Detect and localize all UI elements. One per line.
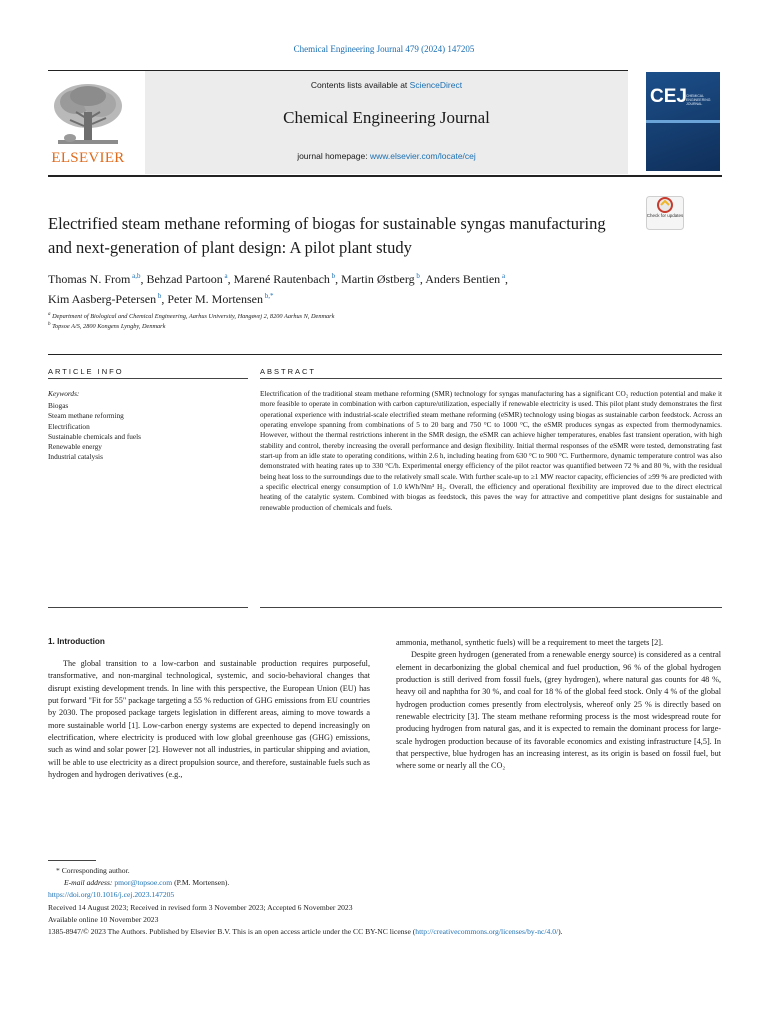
abstract-body: Electrification of the traditional steam methane reforming (SMR) technology for syngas manufacturing has a significant CO₂ reduction potential and make it more feasible to operate in combination with carbon capture/utilization, especially if renewable electricity is used. This pilot plant study demonstrates the first operational experience with industrial-scale electrified steam methane reforming (eSMR) technology using biogas as sustainable carbon feedstock. Across an operating envelope spanning from combinations of 5 to 20 barg and 750 °C to 1000 °C, the eSMR produces syngas as expected from thermodynamics. However, without the thermal restrictions inherent in the SMR design, the eSMR can achieve higher temperatures, enables fast transient operation, with high stability and control, thereby increasing the overall performance and design flexibility. Initial thermal responses of the eSMR were tested, demonstrating fast start-up from an idle state to operating conditions, within 2.6 h, including heating from 630 °C to 900 °C. Furthermore, dynamic temperature control was also demonstrated with heating rates up to 330 °C/h. Experimental energy efficiency of the pilot reactor was quantified between 72 % and 80 %, with the residual being heat loss to the surroundings due to the relatively small scale. With further scale-up to ≥1 MW reactor capacity, efficiencies of ≥99 % are predicted with a specific electrical energy consumption of 1.0 kWh/Nm³ H₂. Overall, the efficiency and operational flexibility are improved due to the direct electrical heating of the catalytic system. Combined with biogas as feedstock, this paves the way for attractive and competitive plant designs for sustainable and renewable production of chemicals and fuels. <box>260 389 722 512</box>
author-affiliation-marker[interactable]: b <box>414 272 420 280</box>
affiliation-a <box>48 312 334 320</box>
affiliation-a-text: Department of Biological and Chemical Engineering, Aarhus University, Hangøvej 2, 8200 Aarhus N, Denmark <box>52 313 335 321</box>
affiliation-b-text: Topsoe A/S, 2800 Kongens Lyngby, Denmark <box>52 323 166 331</box>
author-name[interactable]: Kim Aasberg-Petersen <box>48 292 157 306</box>
contents-prefix: Contents lists available at <box>310 80 410 90</box>
author-affiliation-marker[interactable]: b <box>156 292 162 300</box>
received-dates: Received 14 August 2023; Received in revised form 3 November 2023; Accepted 6 November 2023 <box>48 902 353 912</box>
elsevier-wordmark: ELSEVIER <box>51 150 125 166</box>
author-affiliation-marker[interactable]: a <box>222 272 228 280</box>
author-list <box>48 268 668 308</box>
keyword-item[interactable]: Renewable energy <box>48 442 102 452</box>
authors-line-1: Thomas N. From $^{a,b}$, Behzad Partoon $^a$, Marené Rautenbach $^b$, Martin Østberg $^b$, Anders Bentien $^a$, <box>48 272 509 286</box>
intro-left-column <box>48 658 370 781</box>
keyword-item[interactable]: Steam methane reforming <box>48 411 124 421</box>
header-top-rule <box>48 70 628 71</box>
cover-title: CHEMICAL ENGINEERING JOURNAL <box>686 94 711 106</box>
cover-stripe <box>646 120 720 123</box>
contents-line <box>145 80 628 90</box>
paper-title: Electrified steam methane reforming of biogas for sustainable syngas manufacturing and next-generation of plant design: A pilot plant study <box>48 214 606 257</box>
license-prefix: 1385-8947/© 2023 The Authors. Published by Elsevier B.V. This is an open access article under the CC BY-NC license ( <box>48 927 416 937</box>
author-name[interactable]: Marené Rautenbach <box>233 272 330 286</box>
email-label: E-mail address: <box>64 878 115 888</box>
article-info-rule <box>48 378 248 379</box>
email-suffix: (P.M. Mortensen). <box>172 878 230 888</box>
author-affiliation-marker[interactable]: a <box>500 272 506 280</box>
keyword-item[interactable]: Sustainable chemicals and fuels <box>48 431 142 441</box>
author-name[interactable]: Behzad Partoon <box>146 272 223 286</box>
email-line <box>48 877 722 889</box>
license-suffix: ). <box>558 927 563 937</box>
author-affiliation-marker[interactable]: a,b <box>130 272 141 280</box>
affiliation-a-marker: a <box>48 312 51 317</box>
abstract-bottom-rule <box>260 607 722 608</box>
keyword-list <box>48 401 141 463</box>
intro-paragraph: The global transition to a low-carbon and sustainable production requires purposeful, transformative, and non-marginal technological, systemic, and socio-behavioral changes that disrupt existing development trends. In line with this perspective, the European Union (EU) has put forward "Fit for 55" package targeting a 55 % reduction of GHG emissions from EU countries by 2030. The proposed package targets legislation in different areas, aiming to move towards a more sustainable world [1]. Low-carbon energy systems are expected to depend increasingly on electrification, where electricity is produced with low global greenhouse gas (GHG) emissions, such as wind and solar power [2]. However not all industries, in particular shipping and aviation, will be able to use electricity as a direct propulsion source, and therefore, sustainable fuels such as hydrogen and hydrogen derivatives (e.g., <box>48 659 370 780</box>
introduction-heading: 1. Introduction <box>48 637 105 646</box>
author-name[interactable]: Thomas N. From <box>48 272 131 286</box>
sciencedirect-link[interactable]: ScienceDirect <box>409 80 463 90</box>
corresponding-author-note: * Corresponding author. <box>56 866 130 875</box>
article-info-bottom-rule <box>48 607 248 608</box>
keyword-item[interactable]: Biogas <box>48 401 69 410</box>
author-name[interactable]: Anders Bentien <box>425 272 501 286</box>
available-online: Available online 10 November 2023 <box>48 914 159 924</box>
article-info-heading: ARTICLE INFO <box>48 367 124 376</box>
license-line <box>48 926 722 938</box>
intro-paragraph: Despite green hydrogen (generated from a renewable energy source) is considered as a central element in decarbonizing the global chemical and fuel production, 96 % of the global hydrogen production is still derived from fossil fuels, (grey hydrogen), where natural gas counts for 48 %, heavy oil and naphtha for 30 %, and coal for 18 % of the global feed stock. Only 4 % of the global hydrogen production comes presently from electrolysis, whereof only 25 % is directly based on renewable electricity [3]. The steam methane reforming process is the most widespread route for producing hydrogen from natural gas, and it is expected to remain the dominant process for large-scale hydrogen production because of its favorable economics and existing infrastructure [4,5]. In that perspective, blue hydrogen has an increasing interest, as its origin is based on fossil fuel, but where some or nearly all the CO₂ <box>396 650 721 771</box>
affiliation-b-marker: b <box>48 322 51 327</box>
email-link[interactable]: pmor@topsoe.com <box>114 878 173 888</box>
keywords-label: Keywords: <box>48 389 80 398</box>
cover-abbrev: CEJ <box>650 86 687 107</box>
header-bottom-rule <box>48 175 722 177</box>
author-affiliation-marker[interactable]: b <box>329 272 336 280</box>
homepage-prefix: journal homepage: <box>297 151 370 161</box>
intro-right-column <box>396 637 721 773</box>
footnote-rule <box>48 860 96 861</box>
intro-continuation: ammonia, methanol, synthetic fuels) will be a requirement to meet the targets [2]. <box>396 638 663 647</box>
footnotes <box>48 865 722 938</box>
authors-line-2: Kim Aasberg-Petersen $^b$, Peter M. Mortensen $^{b,*}$ <box>48 292 274 306</box>
author-affiliation-marker[interactable]: b,* <box>263 292 274 300</box>
affiliation-rule <box>48 354 722 355</box>
journal-title: Chemical Engineering Journal <box>283 108 490 127</box>
homepage-link[interactable]: www.elsevier.com/locate/cej <box>369 151 476 161</box>
journal-reference[interactable]: Chemical Engineering Journal 479 (2024) 147205 <box>293 44 475 54</box>
license-link[interactable]: http://creativecommons.org/licenses/by-nc/4.0/ <box>415 927 559 937</box>
homepage-line <box>145 151 628 161</box>
abstract-heading: ABSTRACT <box>260 367 317 376</box>
doi-link[interactable]: https://doi.org/10.1016/j.cej.2023.147205 <box>48 890 175 900</box>
keyword-item[interactable]: Industrial catalysis <box>48 452 103 462</box>
author-name[interactable]: Martin Østberg <box>341 272 415 286</box>
keyword-item[interactable]: Electrification <box>48 421 90 431</box>
affiliation-b <box>48 322 165 330</box>
check-for-updates-label: Check for updates <box>646 213 684 218</box>
abstract-rule <box>260 378 722 379</box>
author-name[interactable]: Peter M. Mortensen <box>167 292 263 306</box>
